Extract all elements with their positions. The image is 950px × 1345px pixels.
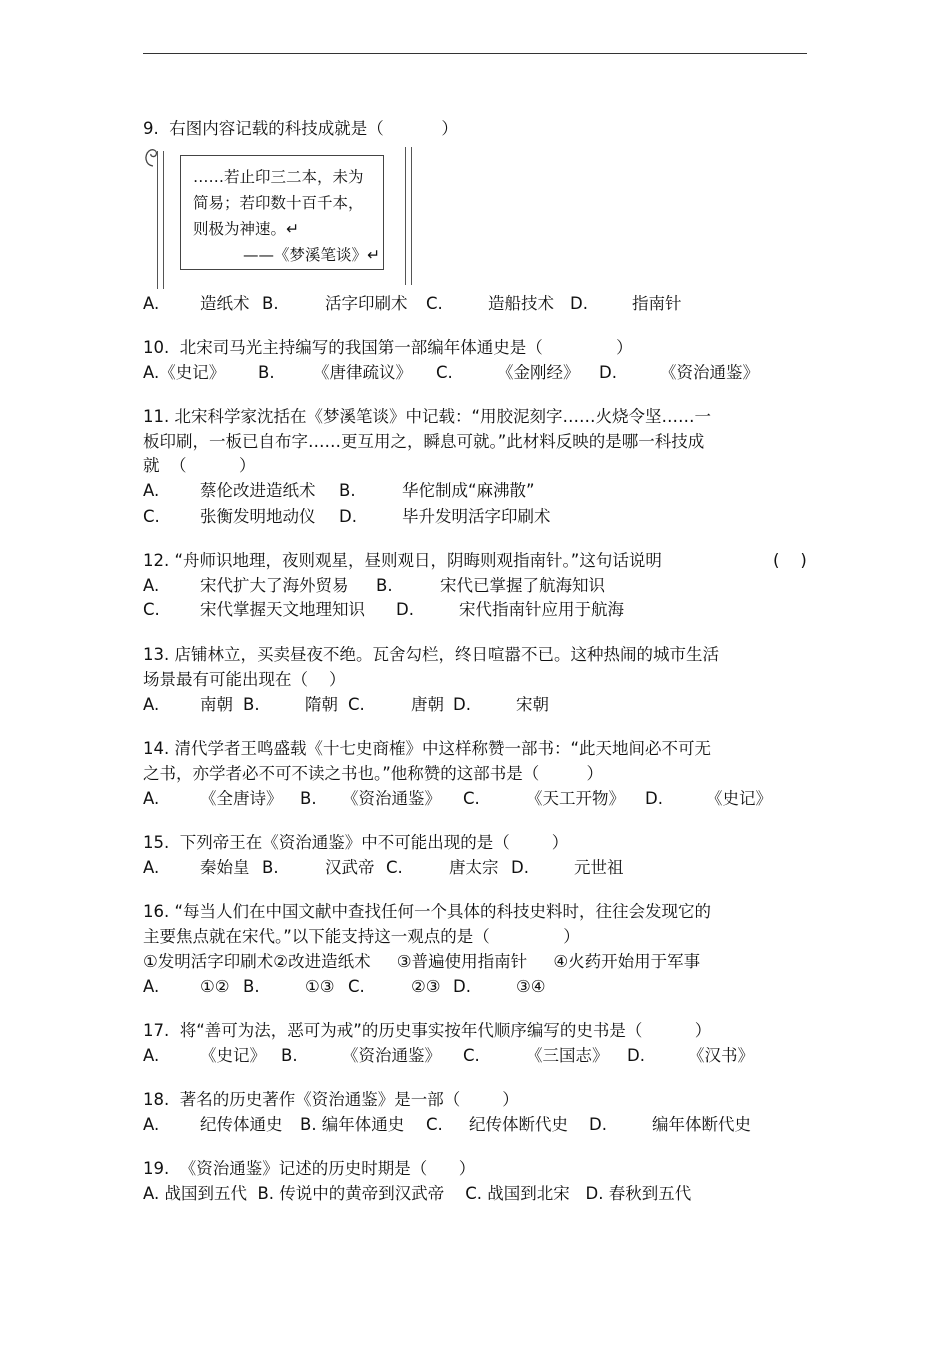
- question-14-line-2: 之书，亦学者必不可不读之书也。”他称赞的这部书是（ ）: [143, 764, 604, 783]
- option-b-label: B.: [339, 481, 356, 500]
- question-14-line-1: 14. 清代学者王鸣盛载《十七史商榷》中这样称赞一部书：“此天地间必不可无: [143, 739, 712, 758]
- option-d-text: 元世祖: [574, 858, 624, 877]
- option-a-text: 南朝: [200, 695, 233, 714]
- scroll-figure: [143, 145, 413, 291]
- option-c-text: 《三国志》: [526, 1046, 609, 1065]
- option-d-text: 指南针: [632, 294, 682, 313]
- option-b-label: B.: [300, 789, 317, 808]
- option-a-label: A.: [143, 294, 160, 313]
- option-c-label: C.: [348, 695, 365, 714]
- option-c-text: 造船技术: [488, 294, 554, 313]
- option-d-label: D.: [396, 600, 414, 619]
- option-b-text: 《资治通鉴》: [342, 1046, 441, 1065]
- option-a-text: 蔡伦改进造纸术: [200, 481, 316, 500]
- option-a-text: 纪传体通史: [200, 1115, 283, 1134]
- quote-box: [180, 155, 384, 270]
- option-b-text: 活字印刷术: [325, 294, 408, 313]
- option-b: B. 编年体通史: [300, 1115, 405, 1134]
- option-c-text: 宋代掌握天文地理知识: [200, 600, 365, 619]
- option-a-text: 造纸术: [200, 294, 250, 313]
- scroll-rod-left: [157, 151, 164, 289]
- question-18-stem: 18. 著名的历史著作《资治通鉴》是一部（ ）: [143, 1090, 519, 1109]
- scroll-rod-right: [405, 147, 412, 285]
- option-a-label: A.: [143, 858, 160, 877]
- option-b-text: ①③: [305, 977, 335, 996]
- option-c-label: C.: [436, 363, 453, 382]
- option-a-text: 《史记》: [200, 1046, 266, 1065]
- option-a-label: A.: [143, 1115, 160, 1134]
- option-d-text: 《资治通鉴》: [660, 363, 759, 382]
- question-13-line-1: 13. 店铺林立，买卖昼夜不绝。瓦舍勾栏，终日喧嚣不已。这种热闹的城市生活: [143, 645, 719, 664]
- option-a-label: A.: [143, 481, 160, 500]
- option-c-label: C.: [463, 1046, 480, 1065]
- question-16-items: ①发明活字印刷术②改进造纸术 ③普遍使用指南针 ④火药开始用于军事: [143, 952, 701, 971]
- option-d-label: D.: [453, 695, 471, 714]
- option-d-text: 宋代指南针应用于航海: [459, 600, 624, 619]
- option-d-text: 《汉书》: [688, 1046, 754, 1065]
- question-11-line-2: 板印刷，一板已自布字……更互用之，瞬息可就。”此材料反映的是哪一科技成: [143, 432, 705, 451]
- option-a-text: 秦始皇: [200, 858, 250, 877]
- option-c-label: C.: [143, 600, 160, 619]
- question-11-line-1: 11. 北宋科学家沈括在《梦溪笔谈》中记载：“用胶泥刻字……火烧令坚……一: [143, 407, 712, 426]
- option-d-label: D.: [589, 1115, 607, 1134]
- header-rule: [143, 53, 807, 54]
- quote-line-3: 则极为神速。↵: [193, 220, 299, 238]
- option-a-label: A.: [143, 1046, 160, 1065]
- option-c-label: C.: [348, 977, 365, 996]
- question-10-stem: 10. 北宋司马光主持编写的我国第一部编年体通史是（ ）: [143, 338, 633, 357]
- question-15-stem: 15. 下列帝王在《资治通鉴》中不可能出现的是（ ）: [143, 833, 569, 852]
- option-d-text: 《史记》: [706, 789, 772, 808]
- option-a-text: 宋代扩大了海外贸易: [200, 576, 349, 595]
- option-c-label: C.: [426, 1115, 443, 1134]
- question-16-line-2: 主要焦点就在宋代。”以下能支持这一观点的是（ ）: [143, 927, 580, 946]
- option-d-label: D.: [627, 1046, 645, 1065]
- option-c-label: C.: [386, 858, 403, 877]
- option-c-text: ②③: [411, 977, 441, 996]
- option-d-label: D.: [645, 789, 663, 808]
- option-a-text: 《全唐诗》: [200, 789, 283, 808]
- question-19-options: A. 战国到五代 B. 传说中的黄帝到汉武帝 C. 战国到北宋 D. 春秋到五代: [143, 1184, 692, 1203]
- option-c-text: 唐朝: [411, 695, 444, 714]
- option-a-label: A.: [143, 576, 160, 595]
- option-c-label: C.: [463, 789, 480, 808]
- option-c-text: 张衡发明地动仪: [200, 507, 316, 526]
- option-b-label: B.: [281, 1046, 298, 1065]
- option-b-label: B.: [376, 576, 393, 595]
- option-d-label: D.: [511, 858, 529, 877]
- option-d-label: D.: [339, 507, 357, 526]
- option-d-label: D.: [453, 977, 471, 996]
- option-a-label: A.: [143, 695, 160, 714]
- option-c-label: C.: [426, 294, 443, 313]
- quote-line-1: ……若止印三二本，未为: [193, 168, 364, 186]
- question-17-stem: 17. 将“善可为法，恶可为戒”的历史事实按年代顺序编写的史书是（ ）: [143, 1021, 712, 1040]
- question-11-line-3: 就 （ ）: [143, 456, 256, 475]
- option-d-text: 毕升发明活字印刷术: [402, 507, 551, 526]
- option-d-label: D.: [599, 363, 617, 382]
- question-19-stem: 19. 《资治通鉴》记述的历史时期是（ ）: [143, 1159, 476, 1178]
- quote-source: ——《梦溪笔谈》↵: [243, 246, 380, 264]
- option-a-text: ①②: [200, 977, 230, 996]
- option-b-label: B.: [258, 363, 275, 382]
- answer-bracket: ( ): [773, 551, 807, 570]
- question-16-line-1: 16. “每当人们在中国文献中查找任何一个具体的科技史料时，往往会发现它的: [143, 902, 712, 921]
- option-d-text: ③④: [516, 977, 546, 996]
- option-b-text: 汉武帝: [325, 858, 375, 877]
- question-13-line-2: 场景最有可能出现在（ ）: [143, 670, 346, 689]
- option-b-text: 隋朝: [305, 695, 338, 714]
- option-b-label: B.: [243, 977, 260, 996]
- question-12-stem: 12. “舟师识地理，夜则观星，昼则观日，阴晦则观指南针。”这句话说明: [143, 551, 662, 570]
- option-a-label: A.: [143, 977, 160, 996]
- option-b-label: B.: [262, 858, 279, 877]
- option-b-text: 华佗制成“麻沸散”: [402, 481, 535, 500]
- option-a-label: A.: [143, 789, 160, 808]
- option-d-text: 宋朝: [516, 695, 549, 714]
- option-b-text: 宋代已掌握了航海知识: [440, 576, 605, 595]
- option-c-text: 《金刚经》: [497, 363, 580, 382]
- option-d-text: 编年体断代史: [652, 1115, 751, 1134]
- option-a: A.《史记》: [143, 363, 226, 382]
- option-c-text: 纪传体断代史: [469, 1115, 568, 1134]
- option-d-label: D.: [570, 294, 588, 313]
- option-c-text: 《天工开物》: [526, 789, 625, 808]
- option-c-text: 唐太宗: [449, 858, 499, 877]
- option-b-text: 《资治通鉴》: [342, 789, 441, 808]
- option-c-label: C.: [143, 507, 160, 526]
- option-b-label: B.: [243, 695, 260, 714]
- quote-line-2: 简易；若印数十百千本，: [193, 194, 364, 212]
- question-9-stem: 9. 右图内容记载的科技成就是（ ）: [143, 119, 458, 138]
- option-b-text: 《唐律疏议》: [313, 363, 412, 382]
- option-b-label: B.: [262, 294, 279, 313]
